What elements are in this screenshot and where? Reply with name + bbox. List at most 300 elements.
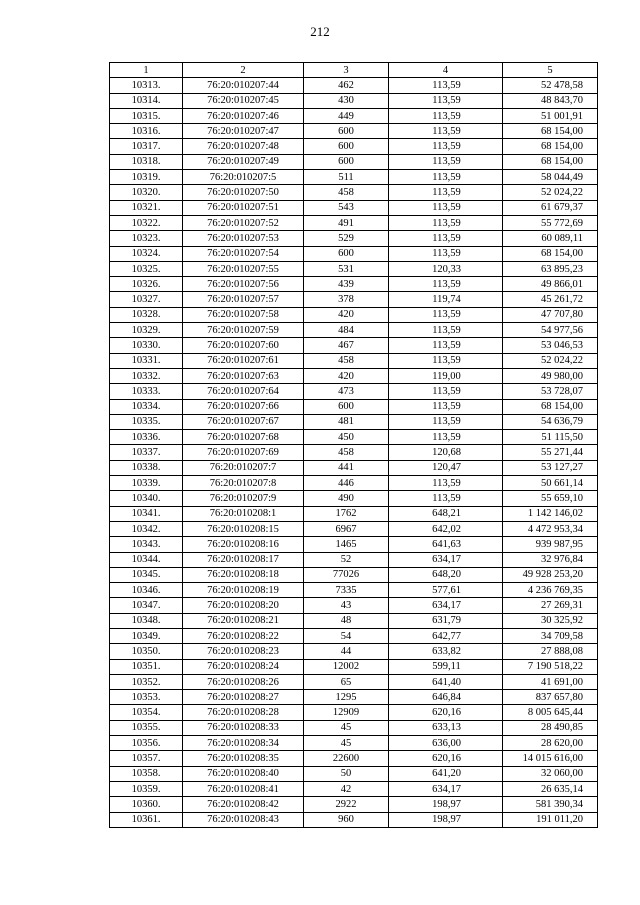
- row-number-cell: 10327.: [110, 292, 183, 307]
- cadastral-number-cell: 76:20:010208:41: [183, 781, 304, 796]
- table-row: [110, 583, 598, 598]
- cadastral-number-cell: 76:20:010207:50: [183, 185, 304, 200]
- specific-value-cell: 631,79: [389, 613, 503, 628]
- cadastral-number-cell: 76:20:010207:57: [183, 292, 304, 307]
- area-cell: 45: [304, 720, 389, 735]
- cadastral-number-cell: 76:20:010207:48: [183, 139, 304, 154]
- cadastral-number-cell: 76:20:010208:19: [183, 583, 304, 598]
- cadastral-value-cell: 30 325,92: [503, 613, 598, 628]
- specific-value-cell: 113,59: [389, 124, 503, 139]
- row-number-cell: 10314.: [110, 93, 183, 108]
- cadastral-value-cell: 32 060,00: [503, 766, 598, 781]
- cadastral-value-cell: 32 976,84: [503, 552, 598, 567]
- cadastral-number-cell: 76:20:010208:23: [183, 644, 304, 659]
- cadastral-number-cell: 76:20:010207:46: [183, 108, 304, 123]
- specific-value-cell: 113,59: [389, 307, 503, 322]
- table-row: [110, 736, 598, 751]
- table-row: [110, 261, 598, 276]
- row-number-cell: 10351.: [110, 659, 183, 674]
- area-cell: 439: [304, 277, 389, 292]
- table-row: [110, 674, 598, 689]
- row-number-cell: 10326.: [110, 277, 183, 292]
- cadastral-value-cell: 53 046,53: [503, 338, 598, 353]
- area-cell: 52: [304, 552, 389, 567]
- cadastral-value-cell: 52 024,22: [503, 185, 598, 200]
- cadastral-value-cell: 51 115,50: [503, 430, 598, 445]
- specific-value-cell: 648,21: [389, 506, 503, 521]
- row-number-cell: 10318.: [110, 154, 183, 169]
- specific-value-cell: 113,59: [389, 139, 503, 154]
- cadastral-number-cell: 76:20:010208:17: [183, 552, 304, 567]
- column-header: 1: [110, 63, 183, 78]
- column-header: 2: [183, 63, 304, 78]
- column-header: 4: [389, 63, 503, 78]
- cadastral-number-cell: 76:20:010207:51: [183, 200, 304, 215]
- cadastral-value-cell: 8 005 645,44: [503, 705, 598, 720]
- cadastral-number-cell: 76:20:010208:26: [183, 674, 304, 689]
- specific-value-cell: 633,82: [389, 644, 503, 659]
- cadastral-value-cell: 47 707,80: [503, 307, 598, 322]
- table-row: [110, 399, 598, 414]
- table-row: [110, 506, 598, 521]
- specific-value-cell: 648,20: [389, 567, 503, 582]
- cadastral-value-cell: 61 679,37: [503, 200, 598, 215]
- row-number-cell: 10342.: [110, 521, 183, 536]
- table-row: [110, 430, 598, 445]
- specific-value-cell: 636,00: [389, 736, 503, 751]
- cadastral-number-cell: 76:20:010208:16: [183, 537, 304, 552]
- area-cell: 42: [304, 781, 389, 796]
- cadastral-value-cell: 4 236 769,35: [503, 583, 598, 598]
- table-row: [110, 93, 598, 108]
- cadastral-number-cell: 76:20:010207:69: [183, 445, 304, 460]
- cadastral-value-cell: 1 142 146,02: [503, 506, 598, 521]
- row-number-cell: 10330.: [110, 338, 183, 353]
- specific-value-cell: 646,84: [389, 690, 503, 705]
- specific-value-cell: 119,00: [389, 368, 503, 383]
- cadastral-value-cell: 50 661,14: [503, 476, 598, 491]
- specific-value-cell: 113,59: [389, 414, 503, 429]
- cadastral-number-cell: 76:20:010208:35: [183, 751, 304, 766]
- table-row: [110, 690, 598, 705]
- cadastral-number-cell: 76:20:010208:18: [183, 567, 304, 582]
- row-number-cell: 10339.: [110, 476, 183, 491]
- row-number-cell: 10347.: [110, 598, 183, 613]
- cadastral-value-cell: 7 190 518,22: [503, 659, 598, 674]
- specific-value-cell: 641,20: [389, 766, 503, 781]
- cadastral-number-cell: 76:20:010207:68: [183, 430, 304, 445]
- cadastral-value-cell: 63 895,23: [503, 261, 598, 276]
- area-cell: 458: [304, 445, 389, 460]
- table-row: [110, 613, 598, 628]
- table-row: [110, 659, 598, 674]
- row-number-cell: 10321.: [110, 200, 183, 215]
- cadastral-number-cell: 76:20:010207:9: [183, 491, 304, 506]
- cadastral-value-cell: 54 636,79: [503, 414, 598, 429]
- column-header: 3: [304, 63, 389, 78]
- cadastral-value-cell: 54 977,56: [503, 323, 598, 338]
- table-row: [110, 368, 598, 383]
- area-cell: 529: [304, 231, 389, 246]
- row-number-cell: 10315.: [110, 108, 183, 123]
- cadastral-value-table: [109, 62, 598, 828]
- table-row: [110, 307, 598, 322]
- cadastral-number-cell: 76:20:010207:47: [183, 124, 304, 139]
- table-row: [110, 200, 598, 215]
- row-number-cell: 10341.: [110, 506, 183, 521]
- table-row: [110, 537, 598, 552]
- cadastral-number-cell: 76:20:010207:8: [183, 476, 304, 491]
- area-cell: 450: [304, 430, 389, 445]
- cadastral-value-cell: 52 478,58: [503, 78, 598, 93]
- cadastral-value-cell: 581 390,34: [503, 797, 598, 812]
- table-header-row: [110, 63, 598, 78]
- cadastral-number-cell: 76:20:010207:59: [183, 323, 304, 338]
- row-number-cell: 10358.: [110, 766, 183, 781]
- table-row: [110, 353, 598, 368]
- area-cell: 446: [304, 476, 389, 491]
- row-number-cell: 10357.: [110, 751, 183, 766]
- table-row: [110, 154, 598, 169]
- specific-value-cell: 113,59: [389, 231, 503, 246]
- table-row: [110, 215, 598, 230]
- table-row: [110, 124, 598, 139]
- area-cell: 12002: [304, 659, 389, 674]
- table-row: [110, 108, 598, 123]
- cadastral-value-cell: 68 154,00: [503, 246, 598, 261]
- row-number-cell: 10352.: [110, 674, 183, 689]
- row-number-cell: 10348.: [110, 613, 183, 628]
- area-cell: 1295: [304, 690, 389, 705]
- cadastral-number-cell: 76:20:010208:20: [183, 598, 304, 613]
- area-cell: 50: [304, 766, 389, 781]
- area-cell: 600: [304, 246, 389, 261]
- specific-value-cell: 634,17: [389, 781, 503, 796]
- area-cell: 378: [304, 292, 389, 307]
- area-cell: 458: [304, 353, 389, 368]
- table-row: [110, 338, 598, 353]
- table-row: [110, 521, 598, 536]
- specific-value-cell: 113,59: [389, 277, 503, 292]
- row-number-cell: 10346.: [110, 583, 183, 598]
- specific-value-cell: 113,59: [389, 399, 503, 414]
- row-number-cell: 10313.: [110, 78, 183, 93]
- area-cell: 1762: [304, 506, 389, 521]
- row-number-cell: 10322.: [110, 215, 183, 230]
- specific-value-cell: 113,59: [389, 323, 503, 338]
- table-row: [110, 78, 598, 93]
- row-number-cell: 10350.: [110, 644, 183, 659]
- row-number-cell: 10328.: [110, 307, 183, 322]
- table-row: [110, 384, 598, 399]
- area-cell: 600: [304, 154, 389, 169]
- row-number-cell: 10317.: [110, 139, 183, 154]
- specific-value-cell: 198,97: [389, 812, 503, 827]
- cadastral-number-cell: 76:20:010207:45: [183, 93, 304, 108]
- area-cell: 420: [304, 307, 389, 322]
- row-number-cell: 10316.: [110, 124, 183, 139]
- cadastral-number-cell: 76:20:010208:24: [183, 659, 304, 674]
- row-number-cell: 10345.: [110, 567, 183, 582]
- row-number-cell: 10360.: [110, 797, 183, 812]
- area-cell: 44: [304, 644, 389, 659]
- table-body: [110, 78, 598, 828]
- table-row: [110, 628, 598, 643]
- table-row: [110, 751, 598, 766]
- specific-value-cell: 113,59: [389, 476, 503, 491]
- area-cell: 467: [304, 338, 389, 353]
- table-row: [110, 476, 598, 491]
- specific-value-cell: 642,02: [389, 521, 503, 536]
- table-row: [110, 781, 598, 796]
- cadastral-number-cell: 76:20:010207:58: [183, 307, 304, 322]
- cadastral-value-cell: 27 888,08: [503, 644, 598, 659]
- cadastral-number-cell: 76:20:010207:52: [183, 215, 304, 230]
- cadastral-number-cell: 76:20:010207:55: [183, 261, 304, 276]
- specific-value-cell: 113,59: [389, 338, 503, 353]
- cadastral-value-cell: 48 843,70: [503, 93, 598, 108]
- area-cell: 43: [304, 598, 389, 613]
- cadastral-value-cell: 14 015 616,00: [503, 751, 598, 766]
- table-row: [110, 185, 598, 200]
- row-number-cell: 10359.: [110, 781, 183, 796]
- cadastral-number-cell: 76:20:010207:53: [183, 231, 304, 246]
- table-row: [110, 277, 598, 292]
- area-cell: 600: [304, 139, 389, 154]
- specific-value-cell: 113,59: [389, 246, 503, 261]
- specific-value-cell: 120,68: [389, 445, 503, 460]
- specific-value-cell: 113,59: [389, 215, 503, 230]
- area-cell: 600: [304, 124, 389, 139]
- area-cell: 491: [304, 215, 389, 230]
- cadastral-number-cell: 76:20:010207:67: [183, 414, 304, 429]
- row-number-cell: 10320.: [110, 185, 183, 200]
- specific-value-cell: 577,61: [389, 583, 503, 598]
- row-number-cell: 10331.: [110, 353, 183, 368]
- cadastral-value-cell: 49 928 253,20: [503, 567, 598, 582]
- cadastral-value-cell: 837 657,80: [503, 690, 598, 705]
- area-cell: 7335: [304, 583, 389, 598]
- cadastral-value-cell: 53 728,07: [503, 384, 598, 399]
- row-number-cell: 10323.: [110, 231, 183, 246]
- cadastral-value-cell: 34 709,58: [503, 628, 598, 643]
- cadastral-value-cell: 49 866,01: [503, 277, 598, 292]
- row-number-cell: 10361.: [110, 812, 183, 827]
- cadastral-value-cell: 68 154,00: [503, 139, 598, 154]
- cadastral-value-cell: 27 269,31: [503, 598, 598, 613]
- area-cell: 600: [304, 399, 389, 414]
- row-number-cell: 10324.: [110, 246, 183, 261]
- table-row: [110, 552, 598, 567]
- table-row: [110, 644, 598, 659]
- row-number-cell: 10332.: [110, 368, 183, 383]
- row-number-cell: 10355.: [110, 720, 183, 735]
- area-cell: 48: [304, 613, 389, 628]
- specific-value-cell: 599,11: [389, 659, 503, 674]
- area-cell: 484: [304, 323, 389, 338]
- cadastral-number-cell: 76:20:010207:54: [183, 246, 304, 261]
- cadastral-value-cell: 68 154,00: [503, 399, 598, 414]
- cadastral-value-cell: 52 024,22: [503, 353, 598, 368]
- area-cell: 441: [304, 460, 389, 475]
- cadastral-number-cell: 76:20:010207:60: [183, 338, 304, 353]
- table-row: [110, 705, 598, 720]
- cadastral-value-cell: 45 261,72: [503, 292, 598, 307]
- row-number-cell: 10338.: [110, 460, 183, 475]
- area-cell: 543: [304, 200, 389, 215]
- specific-value-cell: 113,59: [389, 200, 503, 215]
- cadastral-value-cell: 49 980,00: [503, 368, 598, 383]
- cadastral-value-cell: 4 472 953,34: [503, 521, 598, 536]
- specific-value-cell: 620,16: [389, 751, 503, 766]
- area-cell: 22600: [304, 751, 389, 766]
- area-cell: 960: [304, 812, 389, 827]
- specific-value-cell: 113,59: [389, 78, 503, 93]
- row-number-cell: 10353.: [110, 690, 183, 705]
- cadastral-number-cell: 76:20:010208:42: [183, 797, 304, 812]
- area-cell: 531: [304, 261, 389, 276]
- area-cell: 449: [304, 108, 389, 123]
- table-row: [110, 797, 598, 812]
- cadastral-number-cell: 76:20:010207:5: [183, 170, 304, 185]
- table-row: [110, 231, 598, 246]
- cadastral-number-cell: 76:20:010207:61: [183, 353, 304, 368]
- table-row: [110, 460, 598, 475]
- cadastral-value-cell: 68 154,00: [503, 154, 598, 169]
- area-cell: 490: [304, 491, 389, 506]
- table-row: [110, 598, 598, 613]
- cadastral-number-cell: 76:20:010208:33: [183, 720, 304, 735]
- specific-value-cell: 634,17: [389, 552, 503, 567]
- specific-value-cell: 113,59: [389, 384, 503, 399]
- cadastral-number-cell: 76:20:010208:27: [183, 690, 304, 705]
- cadastral-number-cell: 76:20:010208:22: [183, 628, 304, 643]
- cadastral-value-cell: 55 659,10: [503, 491, 598, 506]
- row-number-cell: 10344.: [110, 552, 183, 567]
- cadastral-value-cell: 191 011,20: [503, 812, 598, 827]
- area-cell: 473: [304, 384, 389, 399]
- specific-value-cell: 198,97: [389, 797, 503, 812]
- cadastral-number-cell: 76:20:010208:34: [183, 736, 304, 751]
- area-cell: 430: [304, 93, 389, 108]
- area-cell: 420: [304, 368, 389, 383]
- row-number-cell: 10349.: [110, 628, 183, 643]
- cadastral-number-cell: 76:20:010207:64: [183, 384, 304, 399]
- specific-value-cell: 113,59: [389, 108, 503, 123]
- specific-value-cell: 113,59: [389, 430, 503, 445]
- area-cell: 6967: [304, 521, 389, 536]
- cadastral-value-cell: 51 001,91: [503, 108, 598, 123]
- table-row: [110, 766, 598, 781]
- table-row: [110, 812, 598, 827]
- cadastral-number-cell: 76:20:010208:21: [183, 613, 304, 628]
- specific-value-cell: 119,74: [389, 292, 503, 307]
- row-number-cell: 10337.: [110, 445, 183, 460]
- cadastral-number-cell: 76:20:010208:15: [183, 521, 304, 536]
- area-cell: 481: [304, 414, 389, 429]
- table-row: [110, 292, 598, 307]
- specific-value-cell: 642,77: [389, 628, 503, 643]
- row-number-cell: 10354.: [110, 705, 183, 720]
- cadastral-value-cell: 58 044,49: [503, 170, 598, 185]
- page-number: 212: [310, 24, 330, 39]
- area-cell: 77026: [304, 567, 389, 582]
- specific-value-cell: 120,33: [389, 261, 503, 276]
- cadastral-number-cell: 76:20:010207:44: [183, 78, 304, 93]
- specific-value-cell: 120,47: [389, 460, 503, 475]
- area-cell: 1465: [304, 537, 389, 552]
- column-header: 5: [503, 63, 598, 78]
- table-row: [110, 170, 598, 185]
- row-number-cell: 10333.: [110, 384, 183, 399]
- cadastral-value-cell: 60 089,11: [503, 231, 598, 246]
- specific-value-cell: 641,40: [389, 674, 503, 689]
- cadastral-number-cell: 76:20:010207:63: [183, 368, 304, 383]
- area-cell: 54: [304, 628, 389, 643]
- specific-value-cell: 633,13: [389, 720, 503, 735]
- cadastral-number-cell: 76:20:010207:49: [183, 154, 304, 169]
- row-number-cell: 10343.: [110, 537, 183, 552]
- cadastral-value-cell: 26 635,14: [503, 781, 598, 796]
- area-cell: 458: [304, 185, 389, 200]
- specific-value-cell: 113,59: [389, 93, 503, 108]
- table-row: [110, 246, 598, 261]
- cadastral-number-cell: 76:20:010208:40: [183, 766, 304, 781]
- table-row: [110, 491, 598, 506]
- specific-value-cell: 113,59: [389, 185, 503, 200]
- cadastral-number-cell: 76:20:010207:56: [183, 277, 304, 292]
- table-row: [110, 323, 598, 338]
- specific-value-cell: 113,59: [389, 353, 503, 368]
- area-cell: 511: [304, 170, 389, 185]
- cadastral-value-cell: 53 127,27: [503, 460, 598, 475]
- row-number-cell: 10335.: [110, 414, 183, 429]
- cadastral-value-cell: 68 154,00: [503, 124, 598, 139]
- area-cell: 462: [304, 78, 389, 93]
- table-row: [110, 445, 598, 460]
- table-row: [110, 720, 598, 735]
- specific-value-cell: 113,59: [389, 491, 503, 506]
- specific-value-cell: 620,16: [389, 705, 503, 720]
- cadastral-number-cell: 76:20:010208:1: [183, 506, 304, 521]
- cadastral-value-cell: 939 987,95: [503, 537, 598, 552]
- row-number-cell: 10319.: [110, 170, 183, 185]
- cadastral-number-cell: 76:20:010208:43: [183, 812, 304, 827]
- row-number-cell: 10325.: [110, 261, 183, 276]
- cadastral-value-cell: 55 271,44: [503, 445, 598, 460]
- row-number-cell: 10329.: [110, 323, 183, 338]
- row-number-cell: 10334.: [110, 399, 183, 414]
- specific-value-cell: 113,59: [389, 170, 503, 185]
- area-cell: 65: [304, 674, 389, 689]
- area-cell: 2922: [304, 797, 389, 812]
- table-row: [110, 567, 598, 582]
- cadastral-value-cell: 28 490,85: [503, 720, 598, 735]
- cadastral-number-cell: 76:20:010207:7: [183, 460, 304, 475]
- cadastral-number-cell: 76:20:010208:28: [183, 705, 304, 720]
- area-cell: 12909: [304, 705, 389, 720]
- row-number-cell: 10336.: [110, 430, 183, 445]
- area-cell: 45: [304, 736, 389, 751]
- table-row: [110, 414, 598, 429]
- row-number-cell: 10356.: [110, 736, 183, 751]
- specific-value-cell: 641,63: [389, 537, 503, 552]
- cadastral-number-cell: 76:20:010207:66: [183, 399, 304, 414]
- row-number-cell: 10340.: [110, 491, 183, 506]
- specific-value-cell: 113,59: [389, 154, 503, 169]
- specific-value-cell: 634,17: [389, 598, 503, 613]
- table-row: [110, 139, 598, 154]
